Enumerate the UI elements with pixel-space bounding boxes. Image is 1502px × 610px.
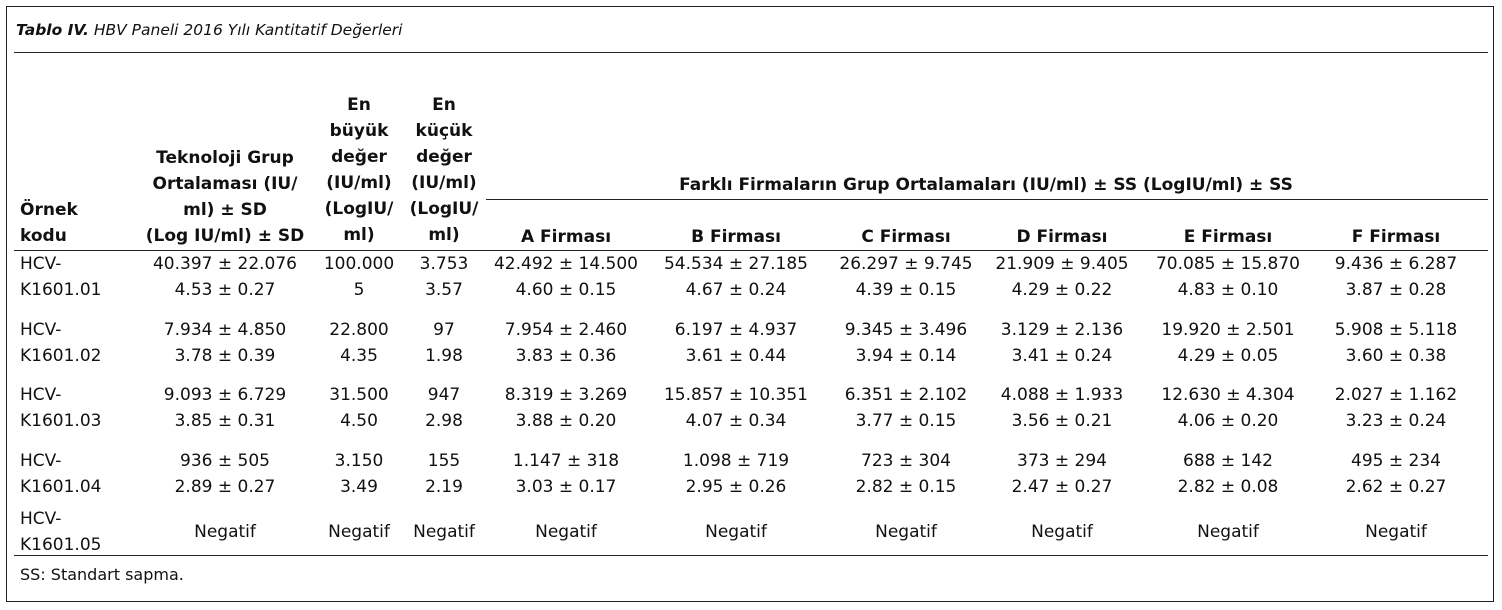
cell-value: 2.62 ± 0.27 [1345,477,1447,497]
table-cell [404,519,484,545]
sample-code-line: HCV- [20,509,62,529]
table-cell [826,317,986,369]
cell-value: Negatif [194,522,256,542]
cell-value: 5.908 ± 5.118 [1334,320,1458,340]
cell-value: 9.345 ± 3.496 [844,320,968,340]
table-cell [314,382,404,434]
sample-code-cell [20,448,101,500]
table-cell [1316,251,1476,303]
header-firm: F Firması [1351,227,1441,247]
cell-value: 4.39 ± 0.15 [855,280,957,300]
footer-rule [14,555,1488,556]
cell-value: 2.47 ± 0.27 [1011,477,1113,497]
cell-value: Negatif [328,522,390,542]
header-firm: C Firması [861,227,951,247]
table-cell [987,317,1137,369]
header-line: En [432,95,456,115]
cell-value: 4.07 ± 0.34 [685,411,787,431]
table-cell [314,317,404,369]
caption-label: Tablo IV. [16,21,89,39]
header-tech-group [140,145,310,249]
cell-value: 4.29 ± 0.05 [1177,346,1279,366]
cell-value: 70.085 ± 15.870 [1155,254,1301,274]
cell-value: 155 [427,451,461,471]
sample-code-line: K1601.05 [20,535,102,555]
table-cell [135,519,315,545]
cell-value: Negatif [535,522,597,542]
cell-value: 21.909 ± 9.405 [995,254,1129,274]
table-cell [1316,519,1476,545]
cell-value: 15.857 ± 10.351 [663,385,809,405]
table-cell [1148,448,1308,500]
table-cell [404,251,484,303]
cell-value: 7.954 ± 2.460 [504,320,628,340]
cell-value: 2.95 ± 0.26 [685,477,787,497]
cell-value: 6.197 ± 4.937 [674,320,798,340]
sample-code-line: K1601.01 [20,280,102,300]
table-cell [987,448,1137,500]
header-line: Teknoloji Grup [156,148,294,168]
cell-value: 97 [433,320,455,340]
table-cell [987,382,1137,434]
table-cell [481,448,651,500]
table-cell [1316,382,1476,434]
cell-value: 1.98 [425,346,463,366]
table-cell [651,448,821,500]
table-cell [1148,251,1308,303]
header-line: değer [331,147,387,167]
cell-value: 2.19 [425,477,463,497]
cell-value: 373 ± 294 [1017,451,1107,471]
table-cell [651,382,821,434]
cell-value: Negatif [705,522,767,542]
table-cell [1148,317,1308,369]
sample-code-line: HCV- [20,385,62,405]
sample-code-line: K1601.04 [20,477,102,497]
cell-value: 54.534 ± 27.185 [663,254,809,274]
cell-value: 40.397 ± 22.076 [152,254,298,274]
cell-value: 3.88 ± 0.20 [515,411,617,431]
table-cell [481,317,651,369]
header-firm: A Firması [520,227,612,247]
caption-rule [14,52,1488,53]
table-cell [314,251,404,303]
table-cell [651,251,821,303]
cell-value: 19.920 ± 2.501 [1161,320,1295,340]
cell-value: 3.03 ± 0.17 [515,477,617,497]
cell-value: 2.82 ± 0.08 [1177,477,1279,497]
cell-value: 2.89 ± 0.27 [174,477,276,497]
header-line: küçük [415,121,473,141]
cell-value: 6.351 ± 2.102 [844,385,968,405]
cell-value: 495 ± 234 [1351,451,1441,471]
sample-code-line: HCV- [20,254,62,274]
cell-value: 2.82 ± 0.15 [855,477,957,497]
header-line: (IU/ml) [326,173,392,193]
table-cell [404,317,484,369]
cell-value: Negatif [1197,522,1259,542]
table-cell [1148,519,1308,545]
table-cell [481,251,651,303]
cell-value: 3.49 [340,477,378,497]
table-cell [135,382,315,434]
table-cell [404,448,484,500]
cell-value: Negatif [1031,522,1093,542]
cell-value: 3.61 ± 0.44 [685,346,787,366]
header-max-value [318,92,400,248]
header-line: (Log IU/ml) ± SD [145,226,305,246]
cell-value: 947 [427,385,461,405]
cell-value: 5 [353,280,365,300]
header-firm: E Firması [1183,227,1273,247]
cell-value: 4.35 [340,346,378,366]
cell-value: 3.56 ± 0.21 [1011,411,1113,431]
table-cell [1316,317,1476,369]
header-line: (LogIU/ [324,199,394,219]
cell-value: 3.57 [425,280,463,300]
cell-value: 3.87 ± 0.28 [1345,280,1447,300]
table-cell [404,382,484,434]
table-cell [1148,382,1308,434]
cell-value: 3.129 ± 2.136 [1000,320,1124,340]
cell-value: 3.77 ± 0.15 [855,411,957,431]
sample-code-cell [20,382,101,434]
cell-value: 3.83 ± 0.36 [515,346,617,366]
cell-value: 3.60 ± 0.38 [1345,346,1447,366]
cell-value: 3.85 ± 0.31 [174,411,276,431]
cell-value: 9.436 ± 6.287 [1334,254,1458,274]
cell-value: Negatif [413,522,475,542]
sample-code-cell [20,251,101,303]
table-cell [135,448,315,500]
table-cell [826,519,986,545]
table-cell [987,251,1137,303]
header-line: (IU/ml) [411,173,477,193]
sample-code-cell [20,317,101,369]
cell-value: 4.50 [340,411,378,431]
table-cell [1316,448,1476,500]
table-cell [651,317,821,369]
table-cell [481,519,651,545]
cell-value: 12.630 ± 4.304 [1161,385,1295,405]
cell-value: 3.150 [334,451,384,471]
header-line: ml) [343,225,375,245]
table-cell [826,251,986,303]
cell-value: 2.027 ± 1.162 [1334,385,1458,405]
cell-value: 2.98 [425,411,463,431]
cell-value: 22.800 [329,320,389,340]
cell-value: 4.29 ± 0.22 [1011,280,1113,300]
table-cell [135,251,315,303]
cell-value: 7.934 ± 4.850 [163,320,287,340]
table-cell [481,382,651,434]
table-frame [6,6,1494,602]
cell-value: 4.83 ± 0.10 [1177,280,1279,300]
header-line: ml) [428,225,460,245]
sample-code-line: HCV- [20,320,62,340]
header-firms-group: Farklı Firmaların Grup Ortalamaları (IU/ml) ± SS (LogIU/ml) ± SS [679,175,1293,195]
header-min-value [406,92,482,248]
header-sample-code [20,197,78,249]
table-cell [314,519,404,545]
sample-code-line: K1601.03 [20,411,102,431]
header-line: büyük [329,121,389,141]
header-line: ml) ± SD [183,200,267,220]
cell-value: 723 ± 304 [861,451,951,471]
table-cell [314,448,404,500]
cell-value: Negatif [875,522,937,542]
cell-value: 26.297 ± 9.745 [839,254,973,274]
header-line: kodu [20,226,67,246]
cell-value: 4.088 ± 1.933 [1000,385,1124,405]
sample-code-line: K1601.02 [20,346,102,366]
cell-value: 4.06 ± 0.20 [1177,411,1279,431]
header-firm: B Firması [691,227,781,247]
cell-value: 4.67 ± 0.24 [685,280,787,300]
cell-value: 3.41 ± 0.24 [1011,346,1113,366]
cell-value: 936 ± 505 [180,451,270,471]
table-cell [826,448,986,500]
cell-value: 3.78 ± 0.39 [174,346,276,366]
header-line: En [347,95,371,115]
cell-value: Negatif [1365,522,1427,542]
table-cell [826,382,986,434]
cell-value: 42.492 ± 14.500 [493,254,639,274]
table-cell [651,519,821,545]
cell-value: 100.000 [323,254,395,274]
header-line: (LogIU/ [409,199,479,219]
cell-value: 9.093 ± 6.729 [163,385,287,405]
cell-value: 31.500 [329,385,389,405]
cell-value: 3.94 ± 0.14 [855,346,957,366]
footnote: SS: Standart sapma. [20,565,184,584]
cell-value: 3.753 [419,254,469,274]
cell-value: 4.53 ± 0.27 [174,280,276,300]
header-line: Örnek [20,200,78,220]
cell-value: 1.147 ± 318 [512,451,620,471]
firms-group-rule [486,199,1488,200]
sample-code-line: HCV- [20,451,62,471]
sample-code-cell [20,506,101,558]
table-caption [16,21,402,39]
table-cell [987,519,1137,545]
caption-text: HBV Paneli 2016 Yılı Kantitatif Değerleri [93,21,403,39]
cell-value: 8.319 ± 3.269 [504,385,628,405]
header-line: Ortalaması (IU/ [152,174,298,194]
header-firm: D Firması [1016,227,1108,247]
cell-value: 4.60 ± 0.15 [515,280,617,300]
cell-value: 3.23 ± 0.24 [1345,411,1447,431]
cell-value: 688 ± 142 [1183,451,1273,471]
table-cell [135,317,315,369]
header-line: değer [416,147,472,167]
cell-value: 1.098 ± 719 [682,451,790,471]
